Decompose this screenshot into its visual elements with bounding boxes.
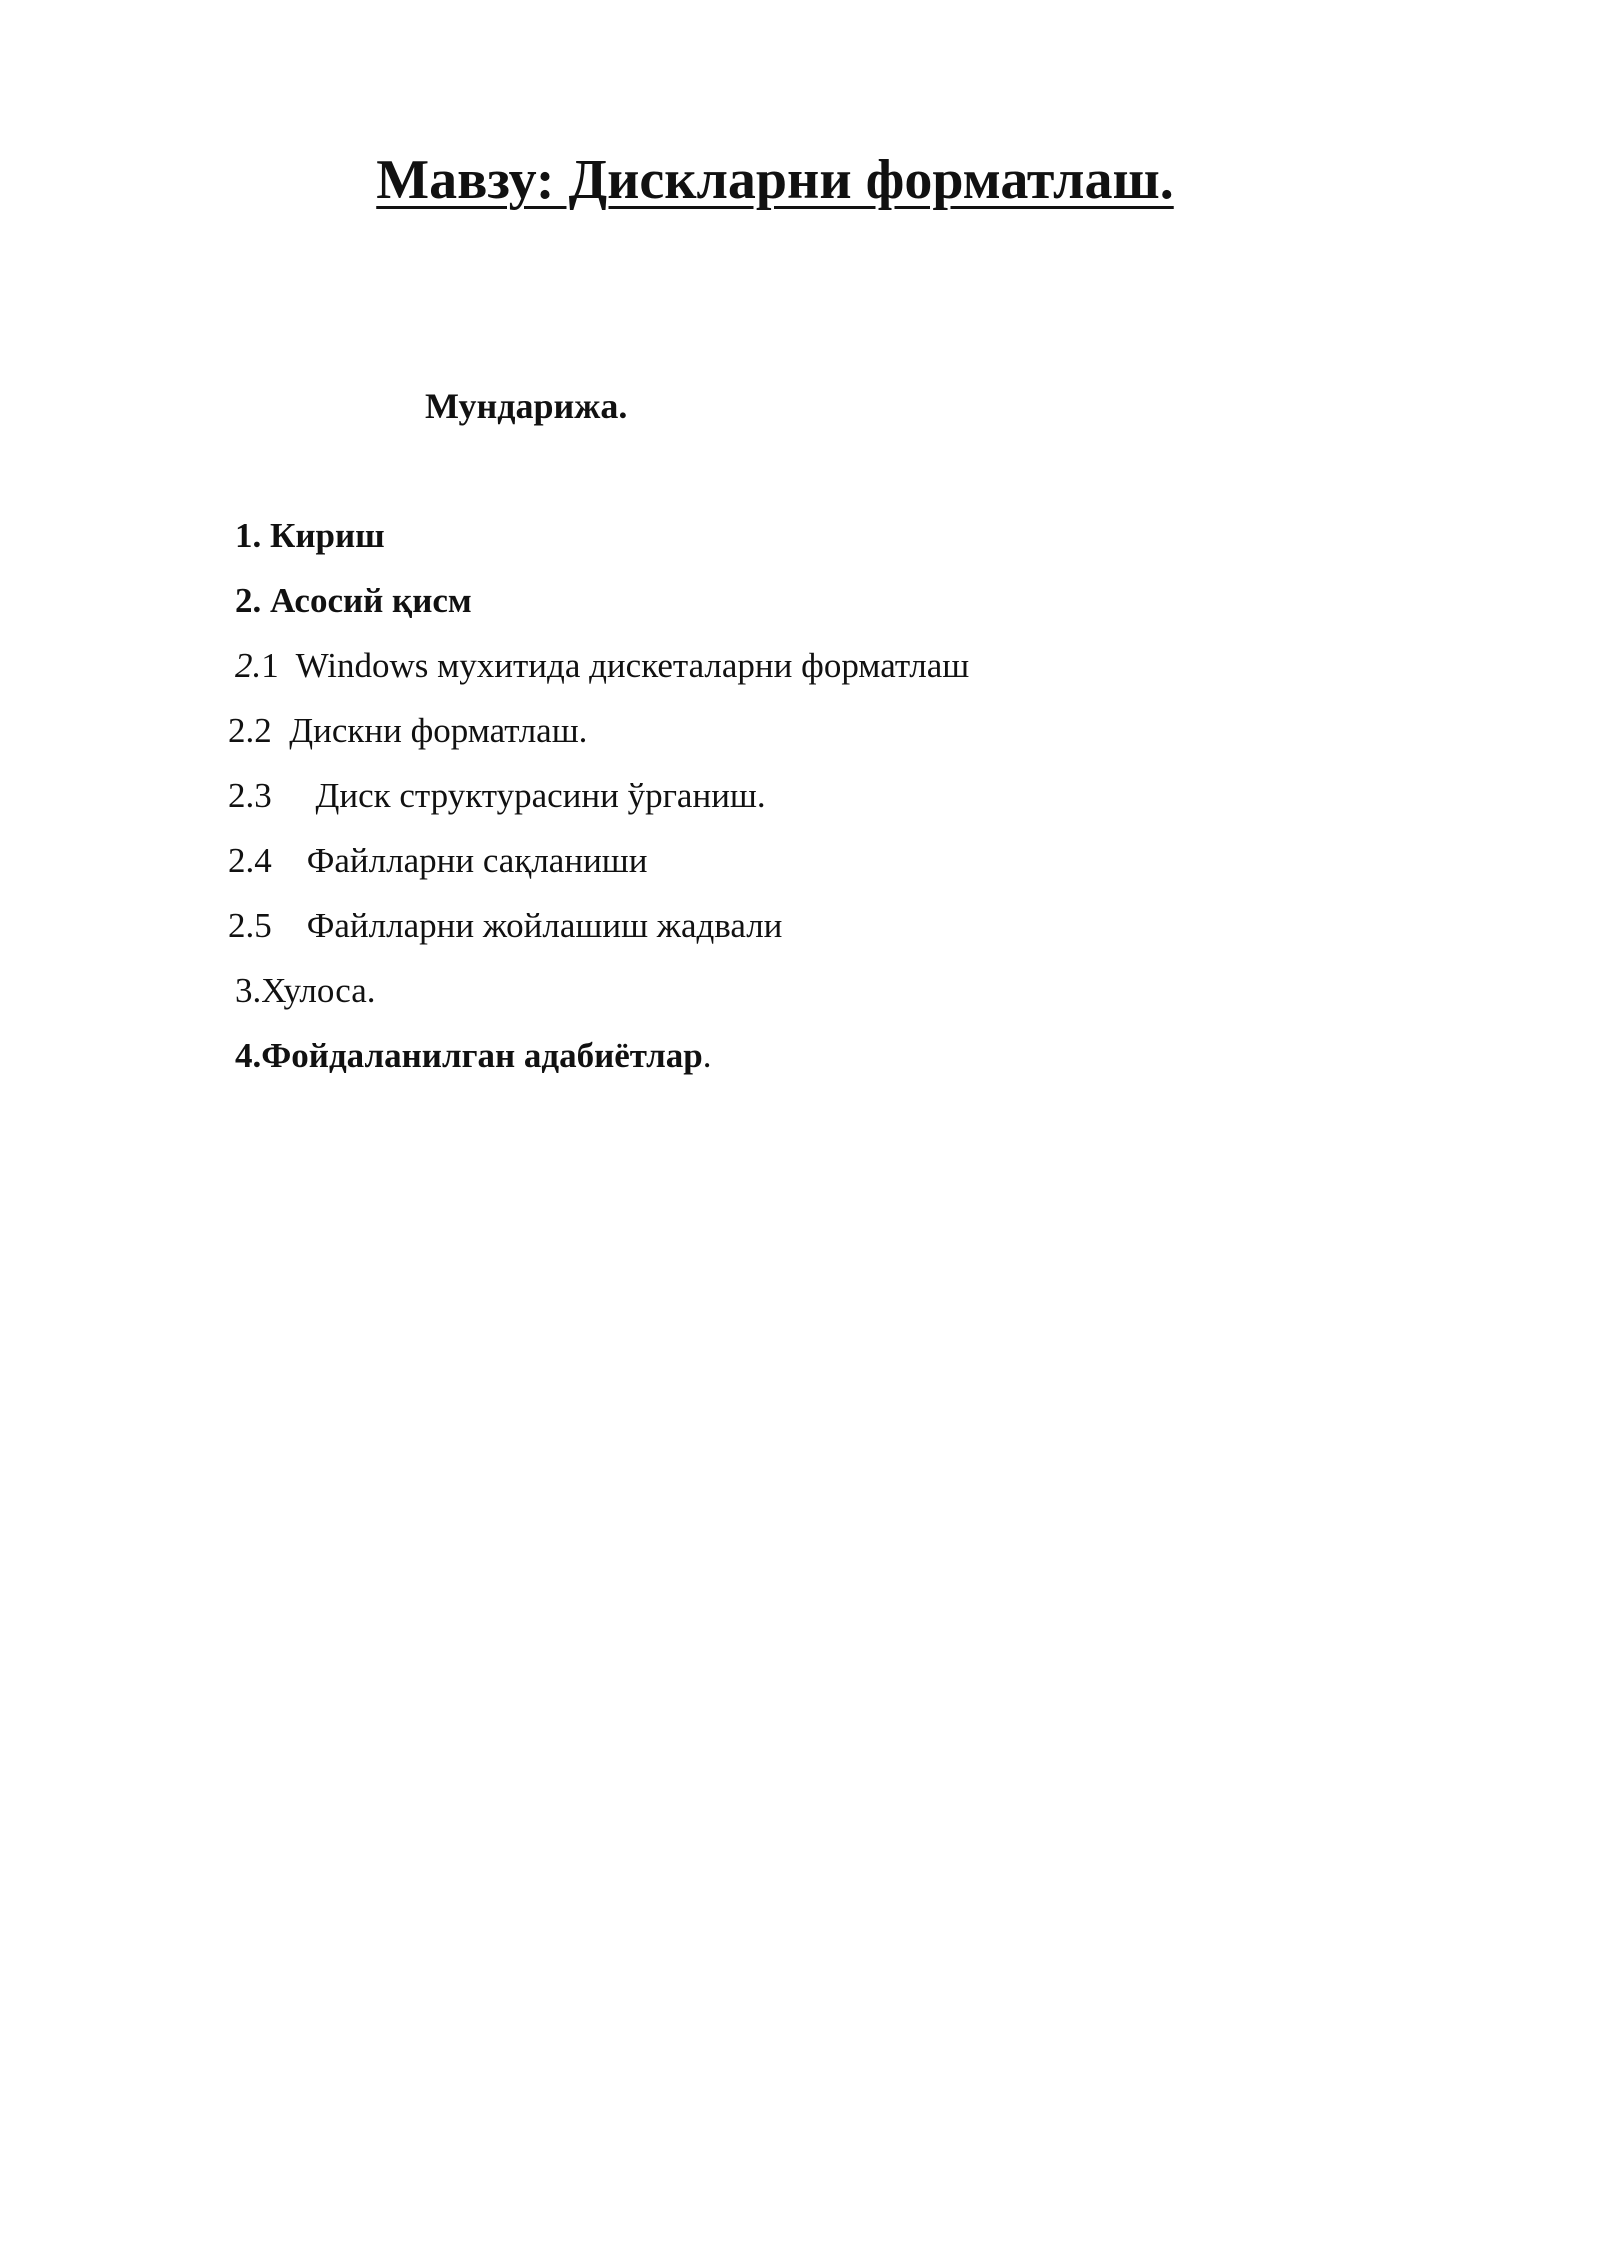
toc-item-2-4	[228, 840, 648, 882]
toc-item-number-italic: 2.	[235, 646, 262, 685]
toc-item-2-5	[228, 905, 782, 947]
toc-item-text: Асосий қисм	[270, 581, 472, 620]
toc-item-2-1	[235, 645, 969, 687]
toc-item-text: Файлларни жойлашиш жадвали	[306, 906, 783, 945]
toc-item-number: 1.	[235, 516, 262, 555]
toc-item-number: 4	[235, 1036, 253, 1075]
toc-item-text: Кириш	[270, 516, 385, 555]
toc-item-conclusion	[235, 970, 376, 1012]
toc-heading: Мундарижа.	[425, 386, 628, 426]
toc-item-text: Файлларни сақланиши	[306, 841, 648, 880]
toc-item-number: 2.2	[228, 711, 272, 750]
document-title: Мавзу: Дискларни форматлаш.	[376, 149, 1174, 211]
toc-item-introduction	[235, 515, 385, 557]
toc-item-trailing: .	[702, 1036, 712, 1075]
toc-item-number: 2.4	[228, 841, 272, 880]
toc-item-references	[235, 1035, 711, 1077]
toc-item-number: 2.	[235, 581, 262, 620]
toc-item-2-3	[228, 775, 766, 817]
toc-item-text: .Фойдаланилган адабиётлар	[252, 1036, 703, 1075]
toc-item-2-2	[228, 710, 587, 752]
toc-item-text: Хулоса.	[261, 971, 376, 1010]
toc-item-number: 3.	[235, 971, 262, 1010]
toc-item-number: 1	[261, 646, 279, 685]
toc-item-text: Windows мухитида дискеталарни форматлаш	[295, 646, 970, 685]
toc-item-text: Диск структурасини ўрганиш.	[315, 776, 766, 815]
toc-item-text: Дискни форматлаш.	[289, 711, 588, 750]
toc-item-number: 2.3	[228, 776, 272, 815]
toc-item-number: 2.5	[228, 906, 272, 945]
toc-item-main-part	[235, 580, 472, 622]
